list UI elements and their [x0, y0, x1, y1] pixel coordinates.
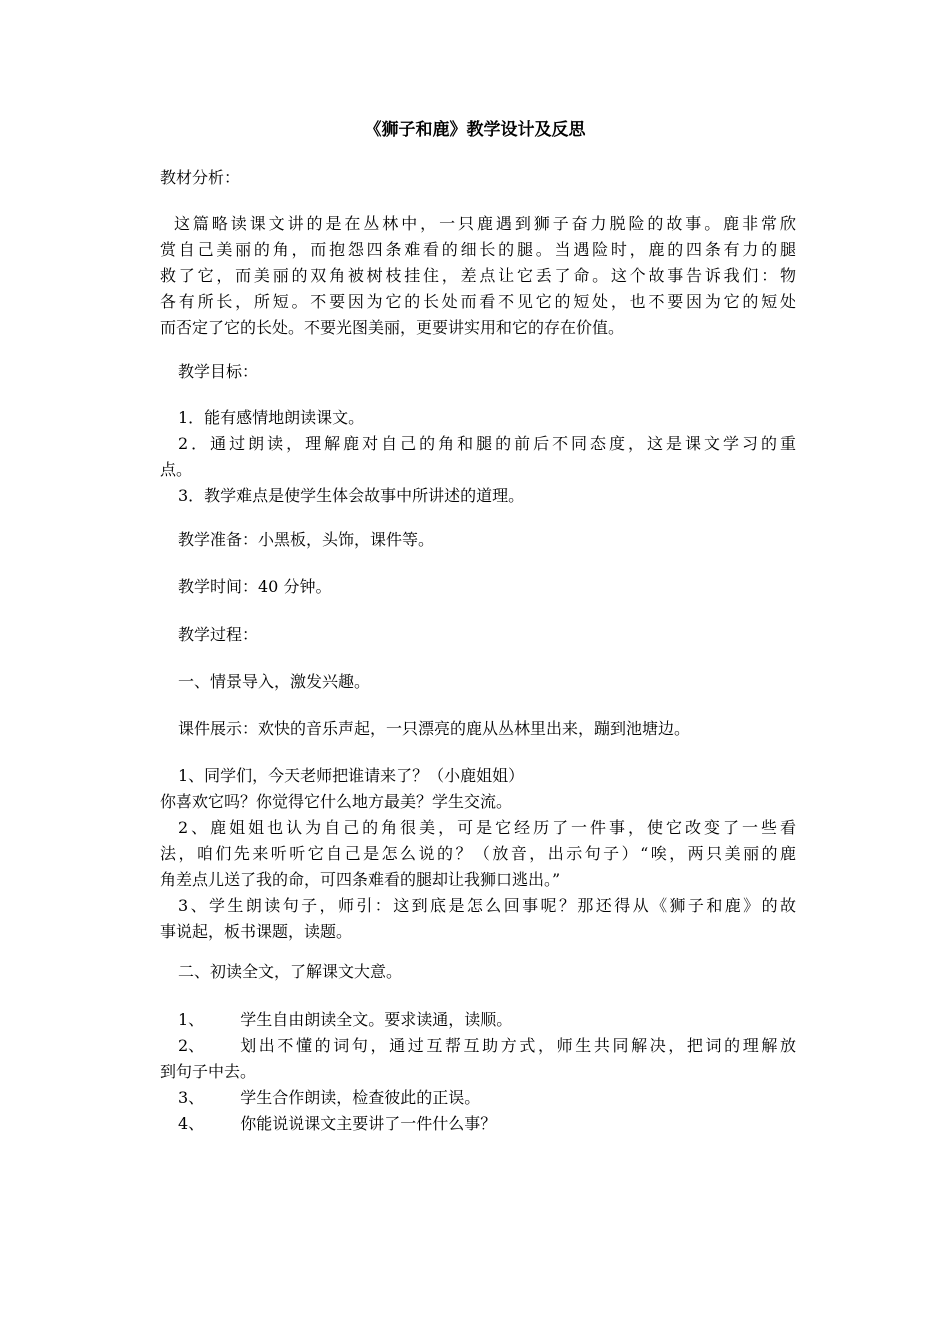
body-line: 2、鹿姐姐也认为自己的角很美，可是它经历了一件事，使它改变了一些看 [178, 818, 796, 837]
analysis-paragraph [160, 211, 796, 341]
list-item: 2、 划出不懂的词句，通过互帮互助方式，师生共同解决，把词的理解放 [178, 1036, 796, 1055]
analysis-line: 救了它，而美丽的双角被树枝挂住，差点让它丢了命。这个故事告诉我们：物 [160, 266, 796, 285]
document-title: 《狮子和鹿》教学设计及反思 [364, 120, 586, 140]
section2-list [160, 1007, 796, 1137]
process-heading: 教学过程： [178, 625, 259, 644]
list-item-continuation: 到句子中去。 [160, 1062, 257, 1081]
prep-line: 教学准备：小黑板，头饰，课件等。 [178, 530, 435, 549]
list-item: 4、 你能说说课文主要讲了一件什么事？ [178, 1114, 497, 1133]
goals-list [160, 405, 796, 509]
goal-item: 2．通过朗读，理解鹿对自己的角和腿的前后不同态度，这是课文学习的重 [178, 434, 796, 453]
body-line: 法，咱们先来听听它自己是怎么说的？（放音，出示句子）“唉，两只美丽的鹿 [160, 844, 796, 863]
analysis-line: 各有所长，所短。不要因为它的长处而看不见它的短处，也不要因为它的短处 [160, 292, 796, 311]
section1-heading: 一、情景导入，激发兴趣。 [178, 672, 371, 691]
analysis-line: 赏自己美丽的角，而抱怨四条难看的细长的腿。当遇险时，鹿的四条有力的腿 [160, 240, 796, 259]
time-line: 教学时间：40 分钟。 [178, 577, 332, 596]
list-item: 3、 学生合作朗读，检查彼此的正误。 [178, 1088, 481, 1107]
body-line: 3、学生朗读句子，师引：这到底是怎么回事呢？那还得从《狮子和鹿》的故 [178, 896, 796, 915]
body-line: 事说起，板书课题，读题。 [160, 922, 353, 941]
goal-item: 3．教学难点是使学生体会故事中所讲述的道理。 [178, 486, 525, 505]
goal-item: 1．能有感情地朗读课文。 [178, 408, 365, 427]
list-item: 1、 学生自由朗读全文。要求读通，读顺。 [178, 1010, 513, 1029]
section2-heading: 二、初读全文，了解课文大意。 [178, 962, 403, 981]
courseware-line: 课件展示：欢快的音乐声起，一只漂亮的鹿从丛林里出来，蹦到池塘边。 [178, 719, 691, 738]
analysis-line: 这篇略读课文讲的是在丛林中，一只鹿遇到狮子奋力脱险的故事。鹿非常欣 [174, 214, 796, 233]
analysis-heading: 教材分析： [160, 168, 241, 187]
body-line: 角差点儿送了我的命，可四条难看的腿却让我狮口逃出。” [160, 870, 561, 889]
goals-heading: 教学目标： [178, 362, 259, 381]
section1-body [160, 763, 796, 945]
analysis-line: 而否定了它的长处。不要光图美丽，更要讲实用和它的存在价值。 [160, 318, 625, 337]
body-line: 你喜欢它吗？你觉得它什么地方最美？学生交流。 [160, 792, 513, 811]
goal-item-continuation: 点。 [160, 460, 193, 479]
body-line: 1、同学们，今天老师把谁请来了？（小鹿姐姐） [178, 766, 525, 785]
